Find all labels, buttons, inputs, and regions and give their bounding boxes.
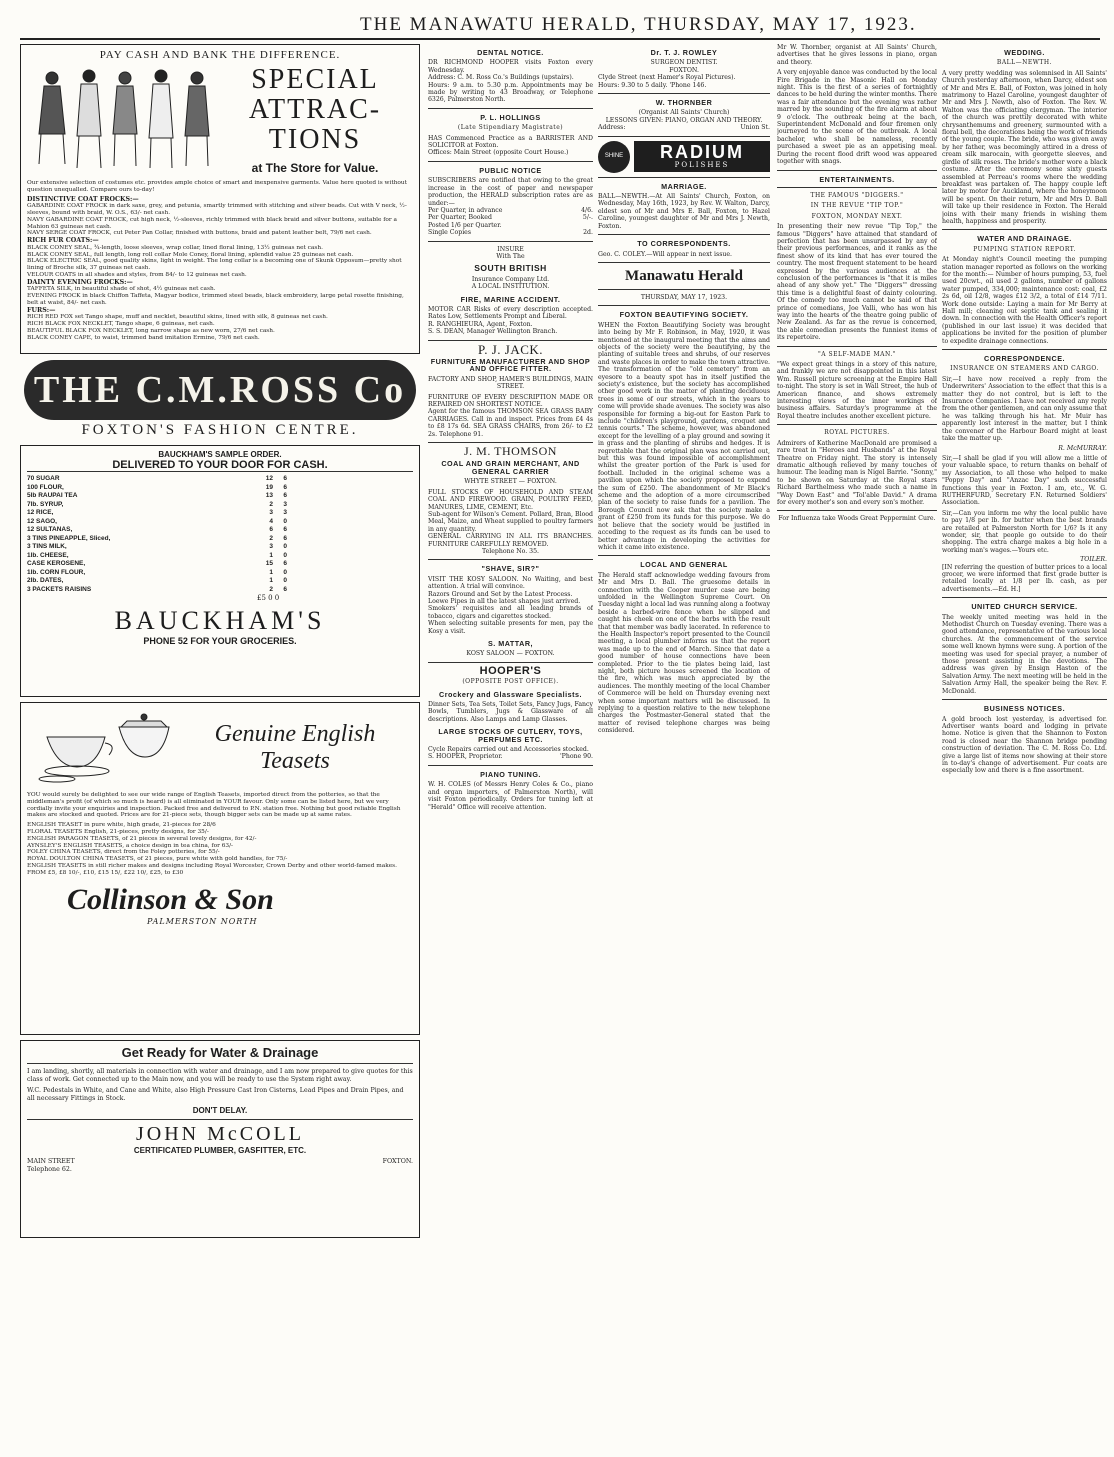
price-list-row: [27, 484, 287, 493]
water-heading: WATER AND DRAINAGE.: [977, 234, 1072, 244]
price-list-item: 3 TINS PINEAPPLE, Sliced,: [27, 534, 111, 542]
dental-body: DR RICHMOND HOOPER visits Foxton every Wednesday.: [428, 59, 593, 74]
thornber-address: Address:: [598, 124, 626, 132]
mccoll-phone: Telephone 62.: [27, 1165, 72, 1173]
insurance-manager: S. S. DEAN, Manager Wellington Branch.: [428, 328, 558, 336]
mccoll-ad: [20, 1040, 420, 1238]
entertainments-sub3: FOXTON, MONDAY NEXT.: [811, 212, 903, 220]
rate-price: 2d.: [583, 229, 593, 237]
public-notice-body: SUBSCRIBERS are notified that owing to the great increase in the cost of paper and newspaper production, the HERALD subscription rates are as under:—: [428, 177, 593, 207]
jack-name: P. J. JACK.: [477, 341, 544, 357]
radium-shine: SHINE: [604, 152, 624, 159]
thomson-body: FULL STOCKS OF HOUSEHOLD AND STEAM COAL AND FIREWOOD. GRAIN, POULTRY FEED, MANURES, LIME, CEMENT, Etc.: [428, 488, 593, 511]
price-list-shillings: 1: [269, 568, 273, 576]
price-list-item: 12 RICE,: [27, 509, 54, 516]
teaset-item: AYNSLEY'S ENGLISH TEASETS, a choice design in tea china, for 63/-: [27, 842, 234, 849]
price-list-pence: 0: [283, 517, 287, 525]
correspondents-heading: TO CORRESPONDENTS.: [637, 239, 731, 249]
correspondence-sub: INSURANCE ON STEAMERS AND CARGO.: [950, 365, 1099, 373]
thornber-body: LESSONS GIVEN: PIANO, ORGAN AND THEORY.: [605, 116, 763, 124]
price-list-row: [27, 543, 287, 552]
price-list-pence: 0: [283, 577, 287, 584]
price-list-shillings: 1: [269, 577, 273, 584]
thomson-name: J. M. THOMSON: [464, 444, 557, 459]
price-list-shillings: 1: [269, 551, 273, 559]
price-list-shillings: 2: [269, 585, 273, 593]
radium-tag: POLISHES: [674, 161, 730, 170]
fashion-section-furs: FURS:— RICH RED FOX set Tango shape, muff and necklet, beautiful skins, lined with silk, 8 guineas net cash. RICH BLACK FOX NECKLET, Tango shape, 6 guineas, net cash. BEAUTIFUL BLACK FOX NECKLET, long narrow shape as new worn, 27/6 net cash. BLACK CONEY CAPE, to waist, trimmed band imitation Ermine, 79/6 net cash.: [27, 307, 413, 342]
jack-body: FURNITURE OF EVERY DESCRIPTION MADE OR REPAIRED ON SHORTEST NOTICE.: [428, 393, 593, 409]
rowley-hours: Hours: 9.30 to 5 daily. 'Phone 146.: [598, 81, 707, 89]
rate-price: 4/6.: [581, 206, 593, 214]
price-list-shillings: 6: [269, 526, 273, 533]
wedding-heading: WEDDING.: [1004, 48, 1045, 57]
insurance-kinds: FIRE, MARINE ACCIDENT.: [460, 294, 561, 304]
fashion-ad: [20, 44, 420, 354]
beautifying-heading: FOXTON BEAUTIFYING SOCIETY.: [619, 310, 749, 320]
fashion-intro: Our extensive selection of costumes etc. provides ample choice of smart and inexpensive garments. Value here quoted is without question unequalled. Compare ours to-day!: [27, 180, 407, 193]
correspondence-heading: CORRESPONDENCE.: [984, 354, 1065, 364]
price-list-row: [27, 552, 287, 561]
jack-address: FACTORY AND SHOP, HAMER'S BUILDINGS, MAIN STREET.: [428, 375, 593, 391]
price-list-row: [27, 560, 287, 569]
hoopers-contact-row: [428, 753, 593, 760]
wedding-sub: BALL—NEWTH.: [996, 59, 1053, 67]
correspondence-body: Sir,—I have now received a reply from the Underwriters' Association to the effect that this is a matter they do not control, but is left to the Insurance Companies. I have not received any reply from the other gentlemen, and can only assume that he was talking through his hat. Mr Muir has apparently lost interest in the matter, but I think the convener of the Harbour Board might at least take the matter up.: [942, 375, 1107, 443]
shave-body: VISIT THE KOSY SALOON. No Waiting, and best attention. A trial will convince.: [428, 575, 593, 591]
price-list-shillings: 19: [265, 483, 273, 491]
bauckham-total: £5 0 0: [257, 594, 280, 602]
price-list-shillings: 2: [269, 534, 273, 542]
correspondence-signature: R. McMURRAY.: [1058, 444, 1107, 452]
local-general-body: The Herald staff acknowledge wedding favours from Mr and Mrs D. Ball. The gruesome details in connection with the Cooper murder case are being unfolded in the Wellington Supreme Court. On Tuesday night a local lad was running along a footway beside a barbed-wire fence when he slipped and caught his cheek on one of the barbs with the result that that member was badly lacerated. In reference to the Health Inspector's report presented to the Council meeting, a local plumber informs us that the report was made up to the end of March. Since that date a good number of house connections have been completed. Prior to the tie plates being laid, last night, both picture houses screened the location of the fire, which was much appreciated by the audiences. The monthly meeting of the local Chamber of Commerce will be held on Thursday evening next when some important matters will be discussed. In replying to a question relative to the new telephone charges the Postmaster-General stated that the matter of revised telephone charges was being considered.: [598, 571, 770, 735]
price-list-row: [27, 577, 287, 586]
collinson-logo: Collinson & Son: [67, 882, 274, 916]
tuning-heading: PIANO TUNING.: [480, 769, 541, 779]
editor-note: [IN referring the question of butter prices to a local grocer, we were informed that first grade butter is retailed locally at 1/8 per lb. cash, as per advertisements.—Ed. H.]: [942, 563, 1107, 593]
price-list-pence: 3: [283, 500, 287, 508]
bauckham-phone: PHONE 52 FOR YOUR GROCERIES.: [143, 636, 297, 646]
collinson-place: PALMERSTON NORTH: [147, 916, 258, 926]
radium-polish-ad: [598, 141, 770, 173]
fashion-item: BEAUTIFUL BLACK FOX NECKLET, long narrow shape as new worn, 27/6 net cash.: [27, 327, 275, 334]
correspondents-body: Geo. C. COLEY.—Will appear in next issue.: [598, 250, 732, 258]
rate-row: [428, 229, 593, 236]
public-notice-heading: PUBLIC NOTICE: [479, 165, 542, 175]
church-body: The weekly united meeting was held in the Methodist Church on Tuesday evening. There was a good attendance, representative of the various local churches. At the commencement of the service some well known hymns were sung. A portion of the meeting was used for special prayer, a number of those present assisting in the devotions. The address was given by Ensign Haston of the Salvation Army. The next meeting will be held in the Salvation Army Hall, the speaker being the Rev. F. McDonald.: [942, 613, 1107, 695]
teasets-body: YOU would surely be delighted to see our wide range of English Teasets, imported direct from the potteries, so that the middleman's profit (of which so much is heard) is all eliminated in YOUR favour. Only some can be listed here, but we very cordially invite your enquiries and inspection. Packed free and delivered to P.N. station free. Nothing but good reliable English makes are stocked and quoted. Prices are for 21-piece sets, though bigger sets can be made up at same rates.: [27, 792, 401, 819]
mccoll-delay: DON'T DELAY.: [192, 1106, 248, 1116]
special-attractions-title: SPECIAL ATTRAC- TIONS: [248, 64, 382, 155]
fashion-section-coat-frocks: DISTINCTIVE COAT FROCKS:— GABARDINE COAT FROCK in dark saxe, grey, and petunia, smartly trimmed with stitching and silver beads. Cut with V neck, ½-sleeves, bound with braid, W. O.S., 63/- net cash. NAVY GABARDINE COAT FROCK, cut high neck, ½-sleeves, richly trimmed with black braid and silver buttons, suitable for a Mahion 63 guineas net cash. NAVY SERGE COAT FROCK, cut Peter Pan Collar, finished with buttons, braid and patent leather belt, 79/6 net cash.: [27, 196, 413, 238]
thornber-name: W. THORNBER: [655, 98, 713, 108]
jack-trade: FURNITURE MANUFACTURER AND SHOP AND OFFICE FITTER.: [430, 357, 591, 374]
subscription-rates: [428, 207, 593, 237]
price-list-shillings: 12: [265, 475, 273, 482]
price-list-pence: 6: [283, 526, 287, 533]
hollings-body: HAS Commenced Practice as a BARRISTER AND SOLICITOR at Foxton.: [428, 134, 593, 150]
column-4: [777, 44, 937, 1454]
fashion-headline: PAY CASH AND BANK THE DIFFERENCE.: [99, 49, 341, 61]
price-list-item: 12 SULTANAS,: [27, 526, 73, 533]
rowley-name: Dr. T. J. ROWLEY: [650, 48, 718, 57]
mccoll-body: I am landing, shortly, all materials in connection with water and drainage, and I am now prepared to give quotes for this class of work. Get connected up to the Main now, and you will be ready to use the System right away.: [27, 1068, 413, 1083]
fashion-item: RICH BLACK FOX NECKLET, Tango shape, 6 guineas, net cash.: [27, 321, 215, 328]
tuning-body: W. H. COLES (of Messrs Henry Coles & Co., piano and organ importers, of Palmerston North), will visit Foxton periodically. Orders for tuning left at "Herald" Office will receive attention.: [428, 781, 593, 811]
teacup-illustration: [27, 707, 177, 789]
fashion-tagline: at The Store for Value.: [251, 161, 379, 175]
rate-label: Per Quarter, in advance: [428, 206, 503, 214]
bauckham-ad: [20, 445, 420, 697]
fashion-section-evening-frocks: DAINTY EVENING FROCKS:— TAFFETA SILK, in beautiful shade of shot, 4½ guineas net cash. EVENING FROCK in black Chiffon Taffeta, Magyar bodice, trimmed steel beads, black embroidery, large petal rosette finishing, belt at waist, 84/- net cash.: [27, 279, 413, 307]
fashion-section-fur-coats: RICH FUR COATS:— BLACK CONEY SEAL, ¾-length, loose sleeves, wrap collar, lined floral lining, 13½ guineas net cash. BLACK CONEY SEAL, full length, long roll collar Mole Coney, floral lining, splendid value 25 guineas net cash. BLACK ELECTRIC SEAL, good quality skins, light in weight. The long collar is a becoming one of Skunk Opposum—pretty shot lining of Broche silk, 37 guineas net cash. VELOUR COATS in all shades and styles, from 84/- to 12 guineas net cash.: [27, 237, 413, 279]
shave-pipes: Loewe Pipes in all the latest shapes just arrived.: [428, 597, 581, 605]
masthead-title: THE MANAWATU HERALD, THURSDAY, MAY 17, 1923.: [360, 14, 917, 35]
bauckham-heading: BAUCKHAM'S SAMPLE ORDER.: [158, 450, 282, 459]
marriage-heading: MARRIAGE.: [661, 181, 707, 191]
water-sub: PUMPING STATION REPORT.: [973, 245, 1076, 253]
price-list-item: 100 FLOUR,: [27, 483, 64, 491]
advertisement-column: [20, 44, 420, 1243]
fashion-item: BLACK CONEY CAPE, to waist, trimmed band imitation Ermine, 79/6 net cash.: [27, 334, 260, 341]
price-list-item: 3 PACKETS RAISINS: [27, 585, 92, 593]
price-list-row: [27, 492, 287, 501]
hoopers-contact: S. HOOPER, Proprietor.: [428, 753, 503, 761]
fire-brigade-dance: A very enjoyable dance was conducted by the local Fire Brigade in the Masonic Hall on Monday night. This is the first of a series of fortnightly dances to be held during the winter months. There was a fair attendance but the evening was rather marred by the sounding of the fire alarm at about 9 o'clock. The outbreak being at the bach, Superintendent McDonald and four firemen only journeyed to the scene of the outbreak. A local bachelor, who shall be nameless, recently purchased a sweet pie as an appetising meal. During the recent flood drift wood was appeared together with snags.: [777, 69, 937, 166]
mccoll-address: [27, 1158, 413, 1166]
price-list-pence: 0: [283, 543, 287, 550]
rate-label: Single Copies: [428, 229, 472, 237]
mccoll-street: MAIN STREET: [27, 1158, 75, 1166]
price-list-row: [27, 518, 287, 527]
insurance-line3: Insurance Company Ltd.: [471, 275, 550, 283]
teaset-item: FOLEY CHINA TEASETS, direct from the Foley potteries, for 55/-: [27, 849, 220, 856]
bauckham-name: BAUCKHAM'S: [114, 606, 326, 635]
thornber-address-row: [598, 124, 770, 131]
dental-heading: DENTAL NOTICE.: [477, 48, 544, 57]
insurance-name: SOUTH BRITISH: [474, 263, 547, 274]
rowley-place: FOXTON.: [669, 66, 699, 74]
thomson-carrying: GENERAL CARRYING IN ALL ITS BRANCHES. FURNITURE CAREFULLY REMOVED.: [428, 533, 593, 548]
price-list-item: 5lb RAUPAI TEA: [27, 492, 78, 499]
royal-pictures-heading: ROYAL PICTURES.: [824, 429, 890, 437]
business-heading: BUSINESS NOTICES.: [983, 704, 1066, 714]
thomson-phone: Telephone No. 35.: [481, 547, 540, 555]
teaset-item: ENGLISH PARAGON TEASETS, of 21 pieces in several lovely designs, for 42/-: [27, 835, 257, 842]
column-5: [942, 44, 1107, 1454]
teaset-item: ENGLISH TEASETS in still richer makes and designs including Royal Worcester, Crown Derby and other world-famed makes. FROM £5, £8 10/-, £10, £15 15/, £22 10/, £25, to £30: [27, 862, 397, 876]
price-list-pence: 6: [283, 475, 287, 482]
insurance-body: MOTOR CAR Risks of every description accepted. Rates Low, Settlements Prompt and Liberal.: [428, 305, 593, 321]
entertainments-heading: ENTERTAINMENTS.: [819, 174, 895, 184]
rate-row: [428, 222, 593, 229]
beautifying-body: WHEN the Foxton Beautifying Society was brought into being by Mr F. Robinson, in May, 1920, it was mentioned at the inaugural meeting that the aims and objects of the society were the beautifying, by the planting of suitable trees and shrubs, of our reserves and waste places in order to make the town attractive. The transformation of the "old cemetery" from an eyesore to a beauty spot has in itself justified the society's existence, but the society has accomplished other good work in the matter of planting deciduous trees in some of our streets, which in the years to come will provide shade avenues. The society was also responsible for forming a big-out for Easton Park to include "children's playground, gardens, croquet and tennis courts." The scheme, however, was abandoned except for the levelling of a play ground and sowing it in grass and the planting of shrubs and hedges. It is regrettable that the original plan was not carried out, but this was found impossible of accomplishment whilst the greater portion of the Park is used for football. Included in the original scheme was a pavilion upon which the society proposed to expend the sum of £250. The abandonment of Mr Black's scheme and the adoption of a more circumscribed plan of the society to raise funds for a pavilion. The Borough Council now ask that the society make a grant of £250 from its funds for this purpose. We do not believe that the society would be justified in acceding to the request as its funds can be used to better advantage in developing the activities for which it came into existence.: [598, 321, 770, 551]
price-list-item: 1lb. CHEESE,: [27, 551, 69, 559]
correspondence-body2: Sir,—I shall be glad if you will allow me a little of your valuable space, to return thanks on behalf of my Association, to all those who helped to make "Poppy Day" and "Anzac Day" such successful functions this year in Foxton. I am, etc., W. G. RUTHERFURD, Secretary F.N. Returned Soldiers' Association.: [942, 454, 1107, 507]
radium-brand: RADIUM: [660, 142, 744, 163]
business-body: A gold brooch lost yesterday, is advertised for. Advertiser wants board and lodging in private home. Notice is given that the Shannon to Foxton road is closed near the Shannon bridge pending construction of deviation. The C. M. Ross Co. Ltd. give a large list of items now showing at their store in to-day's change of advertisement. Fur coats are especially low and there is a fine assortment.: [942, 715, 1107, 775]
ross-slogan: FOXTON'S FASHION CENTRE.: [81, 422, 359, 438]
price-list-row: [27, 509, 287, 518]
fashion-item: NAVY SERGE COAT FROCK, cut Peter Pan Collar, finished with buttons, braid and patent leather belt, 79/6 net cash.: [27, 230, 372, 237]
fashion-figures-illustration: [27, 64, 217, 176]
hoopers-heading: Crockery and Glassware Specialists.: [439, 689, 582, 699]
price-list-row: [27, 569, 287, 578]
teaset-item: FLORAL TEASETS English, 21-pieces, pretty designs, for 35/-: [27, 828, 209, 835]
thornber-notice: Mr W. Thornber, organist at All Saints' Church, advertises that he gives lessons in piano, organ and theory.: [777, 44, 937, 66]
thornber-street: Union St.: [740, 124, 770, 132]
price-list-item: 3 TINS MILK,: [27, 543, 67, 550]
fashion-item: BLACK CONEY SEAL, full length, long roll collar Mole Coney, floral lining, splendid value 25 guineas net cash.: [27, 251, 354, 258]
price-list-shillings: 3: [269, 509, 273, 516]
hoopers-stock: LARGE STOCKS OF CUTLERY, TOYS, PERFUMES ETC.: [438, 727, 583, 744]
price-list-shillings: 3: [269, 543, 273, 550]
thomson-trade: COAL AND GRAIN MERCHANT, AND GENERAL CARRIER: [441, 459, 580, 476]
price-list-pence: 6: [283, 585, 287, 593]
price-list-item: 7lb. SYRUP,: [27, 500, 64, 508]
correspondence-body3: Sir,—Can you inform me why the local public have to pay 1/8 per lb. for butter when the best brands are retailed at Palmerston North for 1/6? Is it any wonder, sir, that people go outside to do their shopping. The extra charge makes a big hole in a working man's wages.—Yours etc.: [942, 509, 1107, 554]
mccoll-town: FOXTON.: [382, 1158, 413, 1166]
price-list-item: 70 SUGAR: [27, 475, 60, 482]
toiler-signature: TOILER.: [1080, 556, 1107, 564]
price-list-pence: 6: [283, 534, 287, 542]
shave-heading: "SHAVE, SIR?": [481, 564, 540, 574]
thomson-agent: Sub-agent for Wilson's Cement. Pollard, Bran, Blood Meal, Maize, and Wheat supplied to poultry farmers in any quantity.: [428, 510, 593, 533]
rate-row: [428, 214, 593, 221]
price-list-row: [27, 526, 287, 535]
rowley-address: Clyde Street (next Hamer's Royal Pictures).: [598, 74, 736, 82]
price-list-pence: 6: [283, 483, 287, 491]
price-list-item: 2lb. DATES,: [27, 577, 64, 584]
hoopers-repairs: Cycle Repairs carried out and Accessories stocked.: [428, 746, 589, 754]
fashion-item: RICH RED FOX set Tango shape, muff and necklet, beautiful skins, lined with silk, 8 guineas net cash.: [27, 314, 328, 321]
fashion-item: EVENING FROCK in black Chiffon Taffeta, Magyar bodice, trimmed steel beads, black embroidery, large petal rosette finishing, belt at waist, 84/- net cash.: [27, 293, 404, 306]
entertainments-sub2: IN THE REVUE "TIP TOP.": [810, 202, 904, 210]
shave-place: KOSY SALOON — FOXTON.: [466, 650, 555, 658]
thornber-title: (Organist All Saints' Church): [638, 109, 730, 117]
price-list-row: [27, 475, 287, 484]
herald-nameplate: Manawatu Herald: [625, 267, 743, 284]
price-list-shillings: 13: [265, 492, 273, 499]
price-list-pence: 0: [283, 568, 287, 576]
thomson-address: WHYTE STREET — FOXTON.: [464, 478, 557, 486]
rate-row: [428, 207, 593, 214]
marriage-body: BALL—NEWTH.—At All Saints' Church, Foxton, on Wednesday, May 16th, 1923, by Rev. W. Walton, Darcy, eldest son of Mr and Mrs E. Ball, Foxton, to Hazel Caroline, youngest daughter of Mr and Mrs J. Newth, Foxton.: [598, 193, 770, 230]
entertainments-body: In presenting their new revue "Tip Top," the famous "Diggers" have attained that standard of perfection that has been unsurpassed by any of their previous performances, and it ranks as the finest show of its kind that has ever toured the country. The most frequent statement to be heard expressed by the various audiences at the conclusion of the performances is "that it is miles ahead of any show yet." The "Diggers'" dressing this time is a delightful feast of dainty colouring. Of the comedy too much cannot be said of that prince of comedians, Joe Valli, who has won his way into the hearts of the theatre going public of New Zealand. As far as the revue is concerned, the able comedian presents the funniest items of its repertoire.: [777, 223, 937, 342]
shave-name: S. MATTAR,: [487, 639, 534, 648]
bauckham-price-list: [27, 475, 287, 594]
hoopers-body: Dinner Sets, Tea Sets, Toilet Sets, Fancy Jugs, Fancy Bowls, Tumblers, Jugs & Glassware of all descriptions. Also Lamps and Lamp Glasses.: [428, 701, 593, 723]
hoopers-phone: 'Phone 90.: [559, 753, 593, 761]
fashion-item: GABARDINE COAT FROCK in dark saxe, grey, and petunia, smartly trimmed with stitching and silver beads. Cut with V neck, ½-sleeves, bound with braid, W. O.S., 63/- net cash.: [27, 203, 407, 216]
wedding-body: A very pretty wedding was solemnised in All Saints' Church yesterday afternoon, when Darcy, eldest son of Mr and Mrs E. Ball, of Foxton, was joined in holy matrimony to Hazel Caroline, youngest daughter of Mr and Mrs J. Newth, also of Foxton. The Rev. W. Walton was the officiating clergyman. The interior of the church was prettily decorated with white chrysanthemums and greenery, surmounted with a floral bell, the decorations being the work of friends of the young couple. The bride, who was given away by her father, was becomingly attired in a dress of cream silk marocain, with georgette sleeves, and girdle of silk roses. The bride's mother wore a black costume. After the ceremony some sixty guests assembled at Perreau's rooms where the wedding breakfast was partaken of. The happy couple left later by motor for Auckland, where the honeymoon will be spent. On their return, Mr and Mrs D. Ball will take up their residence in Foxton. The Herald joins with their many friends in wishing them health, happiness and prosperity.: [942, 69, 1107, 225]
mccoll-trade: CERTIFICATED PLUMBER, GASFITTER, ETC.: [133, 1146, 307, 1156]
price-list-row: [27, 501, 287, 510]
teasets-title: Genuine English Teasets: [214, 721, 376, 774]
price-list-pence: 0: [283, 551, 287, 559]
fashion-item: BLACK CONEY SEAL, ¾-length, loose sleeves, wrap collar, lined floral lining, 13½ guineas net cash.: [27, 244, 323, 251]
shave-when: When selecting suitable presents for men, pay the Kosy a visit.: [428, 620, 593, 635]
column-2: [428, 44, 593, 1454]
bauckham-subheading: DELIVERED TO YOUR DOOR FOR CASH.: [27, 459, 413, 472]
mccoll-heading: Get Ready for Water & Drainage: [27, 1045, 413, 1064]
teaset-item: ENGLISH TEASET in pure white, high grade, 21-pieces for 28/6: [27, 822, 216, 829]
insurance-line2: With The: [496, 252, 525, 260]
price-list-shillings: 2: [269, 500, 273, 508]
church-heading: UNITED CHURCH SERVICE.: [971, 602, 1078, 612]
column-3: [598, 44, 770, 1454]
dental-hours: Hours: 9 a.m. to 5.30 p.m. Appointments may be made by writing to 43 Broadway, or Telephone 6326, Palmerston North.: [428, 81, 593, 104]
fashion-item: NAVY GABARDINE COAT FROCK, cut high neck, ½-sleeves, richly trimmed with black braid and silver buttons, suitable for a Mahion 63 guineas net cash.: [27, 216, 397, 230]
jack-agent: Agent for the famous THOMSON SEA GRASS BABY CARRIAGES. Call in and inspect. Prices from £4 4s to £8 17s 6d. SEA GRASS CHAIRS, from 26/- to £2 2s. Telephone 91.: [428, 408, 593, 438]
price-list-row: [27, 586, 287, 595]
fashion-item: VELOUR COATS in all shades and styles, from 84/- to 12 guineas net cash.: [27, 271, 247, 278]
price-list-item: 12 SAGO,: [27, 517, 57, 525]
teasets-ad: [20, 702, 420, 1035]
insurance-line4: A LOCAL INSTITUTION.: [471, 283, 550, 291]
rate-label: Posted 1/6 per Quarter.: [428, 221, 502, 229]
price-list-item: 1lb. CORN FLOUR,: [27, 568, 86, 576]
rowley-title: SURGEON DENTIST.: [650, 59, 718, 67]
price-list-row: [27, 535, 287, 544]
hoopers-sub: (OPPOSITE POST OFFICE).: [462, 678, 559, 686]
hoopers-name: HOOPER'S: [479, 664, 542, 677]
shave-smokers: Smokers' requisites and all leading brands of tobacco, cigars and cigarettes stocked.: [428, 605, 593, 620]
insurance-line1: INSURE: [497, 245, 524, 253]
price-list-shillings: 15: [265, 560, 273, 567]
local-general-heading: LOCAL AND GENERAL: [640, 560, 728, 570]
rate-price: 5/-.: [582, 214, 593, 222]
shave-razors: Razors Ground and Set by the Latest Process.: [428, 590, 573, 598]
price-list-item: CASE KEROSENE,: [27, 560, 86, 567]
dental-address: Address: C. M. Ross Co.'s Buildings (upstairs).: [428, 74, 574, 82]
price-list-pence: 3: [283, 509, 287, 516]
insurance-agent: R. RANGHIEURA, Agent, Foxton.: [428, 320, 533, 328]
mccoll-body2: W.C. Pedestals in White, and Cane and White, also High Pressure Cast Iron Cisterns, Lead Pipes and Drain Pipes, and all necessary Fittings in Stock.: [27, 1087, 404, 1102]
herald-date: THURSDAY, MAY 17, 1923.: [640, 293, 728, 301]
masthead: [20, 14, 1100, 40]
hollings-offices: Offices: Main Street (opposite Court House.): [428, 149, 569, 157]
ross-logo-text: THE C.M.ROSS Co: [33, 369, 407, 411]
teaset-item: ROYAL DOULTON CHINA TEASETS, of 21 pieces, pure white with gold handles, for 75/-: [27, 856, 288, 863]
royal-pictures-body: Admirers of Katherine MacDonald are promised a rare treat in "Heroes and Husbands" at the Royal Theatre on Friday night. The story is intensely dramatic although relieved by many touches of humour. The leading man is Nigel Barrie. "Sonny," to be shown on Saturday at the Royal stars Richard Barthelmess who made such a name in "Way Down East" and "Tol'able David." A drama for every mother's son and every son's mother.: [777, 439, 937, 506]
price-list-pence: 6: [283, 560, 287, 567]
mccoll-name: JOHN McCOLL: [27, 1119, 413, 1146]
entertainments-sub1: THE FAMOUS "DIGGERS.": [810, 191, 904, 199]
radium-tin-icon: [598, 141, 630, 173]
self-made-body: "We expect great things in a story of this nature, and frankly we are not disappointed in this latest Wm. Russell picture screening at the Empire Hall to-night. The story is set in Wall Street, the hub of American finance, and shows extremely interesting views of the inner workings of business affairs. Saturday's programme at the Royal theatre includes another excellent picture.: [777, 361, 937, 420]
self-made-heading: "A SELF-MADE MAN.": [818, 350, 896, 358]
fashion-item: TAFFETA SILK, in beautiful shade of shot, 4½ guineas net cash.: [27, 286, 216, 293]
water-body: At Monday night's Council meeting the pumping station manager reported as follows on the working for the month:— Number of hours pumping, 53, fuel used 20cwt., oil used 2 gallons, number of gallons water pumped, 334,000; maintenance cost: coal, £2 2s 6d, oil 12/8, wages £12 3/2, a total of £14 7/11. Work done outside: Laying a main for Mr Berry at Hall mill; cleaning out septic tank and sealing it down. In connection with the Health Officer's report (published in our last issue) it was decided that applications be invited for the position of plumber to expedite drainage connections.: [942, 256, 1107, 345]
ross-logo-banner: [24, 360, 416, 420]
rate-label: Per Quarter, Booked: [428, 214, 492, 222]
price-list-pence: 6: [283, 492, 287, 499]
price-list-shillings: 4: [269, 517, 273, 525]
hollings-name: P. L. HOLLINGS: [480, 112, 541, 122]
hollings-title: (Late Stipendiary Magistrate): [457, 124, 564, 132]
fashion-item: BLACK ELECTRIC SEAL, good quality skins, light in weight. The long collar is a becoming one of Skunk Opposum—pretty shot lining of Broche silk, 37 guineas net cash.: [27, 258, 402, 272]
influenza-notice: For Influenza take Woods Great Peppermint Cure.: [778, 515, 936, 523]
